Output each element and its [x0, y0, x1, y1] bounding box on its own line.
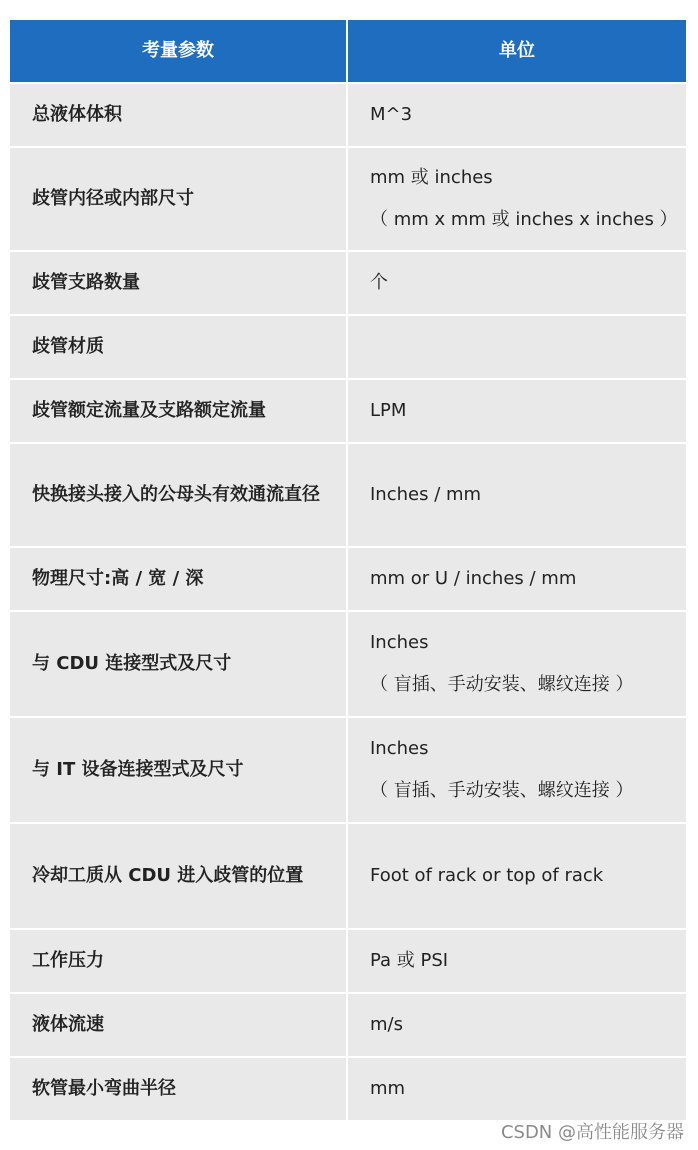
unit-line: （ 盲插、手动安装、螺纹连接 ） — [370, 780, 634, 801]
param-cell: 总液体体积 — [10, 84, 346, 146]
unit-line: mm or U / inches / mm — [370, 568, 577, 589]
unit-cell — [348, 994, 686, 1056]
param-cell: 歧管内径或内部尺寸 — [10, 148, 346, 250]
unit-cell — [348, 84, 686, 146]
unit-cell — [348, 930, 686, 992]
table-row — [10, 1058, 686, 1120]
header-param: 考量参数 — [10, 20, 346, 82]
table-row — [10, 930, 686, 992]
unit-cell — [348, 824, 686, 928]
table-row — [10, 824, 686, 928]
unit-line: （ 盲插、手动安装、螺纹连接 ） — [370, 674, 634, 695]
unit-cell — [348, 252, 686, 314]
table-row — [10, 252, 686, 314]
unit-line: Pa 或 PSI — [370, 950, 449, 971]
table-row — [10, 444, 686, 546]
unit-line: Inches / mm — [370, 484, 482, 505]
unit-cell — [348, 612, 686, 716]
unit-cell — [348, 316, 686, 378]
watermark: CSDN @高性能服务器 — [500, 1122, 684, 1143]
table-row — [10, 148, 686, 250]
param-cell: 软管最小弯曲半径 — [10, 1058, 346, 1120]
param-cell: 歧管额定流量及支路额定流量 — [10, 380, 346, 442]
param-cell: 歧管材质 — [10, 316, 346, 378]
unit-line: Foot of rack or top of rack — [370, 865, 604, 886]
unit-cell — [348, 444, 686, 546]
spec-table — [10, 20, 686, 1120]
unit-line: Inches — [370, 632, 429, 653]
unit-line: mm — [370, 1078, 406, 1099]
table-row — [10, 316, 686, 378]
header-unit: 单位 — [348, 20, 686, 82]
table-header-row — [10, 20, 686, 82]
param-cell: 快换接头接入的公母头有效通流直径 — [10, 444, 346, 546]
unit-cell — [348, 718, 686, 822]
table-row — [10, 718, 686, 822]
param-cell: 冷却工质从 CDU 进入歧管的位置 — [10, 824, 346, 928]
unit-cell — [348, 380, 686, 442]
unit-line: LPM — [370, 400, 407, 421]
unit-line: M^3 — [370, 104, 413, 125]
unit-line: 个 — [370, 272, 388, 293]
param-cell: 与 CDU 连接型式及尺寸 — [10, 612, 346, 716]
table-row — [10, 380, 686, 442]
unit-line: mm 或 inches — [370, 167, 493, 188]
unit-line: （ mm x mm 或 inches x inches ） — [370, 209, 678, 230]
param-cell: 工作压力 — [10, 930, 346, 992]
table-row — [10, 84, 686, 146]
param-cell: 物理尺寸:高 / 宽 / 深 — [10, 548, 346, 610]
unit-cell — [348, 548, 686, 610]
unit-cell — [348, 1058, 686, 1120]
table-row — [10, 994, 686, 1056]
unit-line: m/s — [370, 1014, 403, 1035]
param-cell: 与 IT 设备连接型式及尺寸 — [10, 718, 346, 822]
table-row — [10, 548, 686, 610]
param-cell: 液体流速 — [10, 994, 346, 1056]
param-cell: 歧管支路数量 — [10, 252, 346, 314]
unit-line: Inches — [370, 738, 429, 759]
unit-cell — [348, 148, 686, 250]
table-row — [10, 612, 686, 716]
